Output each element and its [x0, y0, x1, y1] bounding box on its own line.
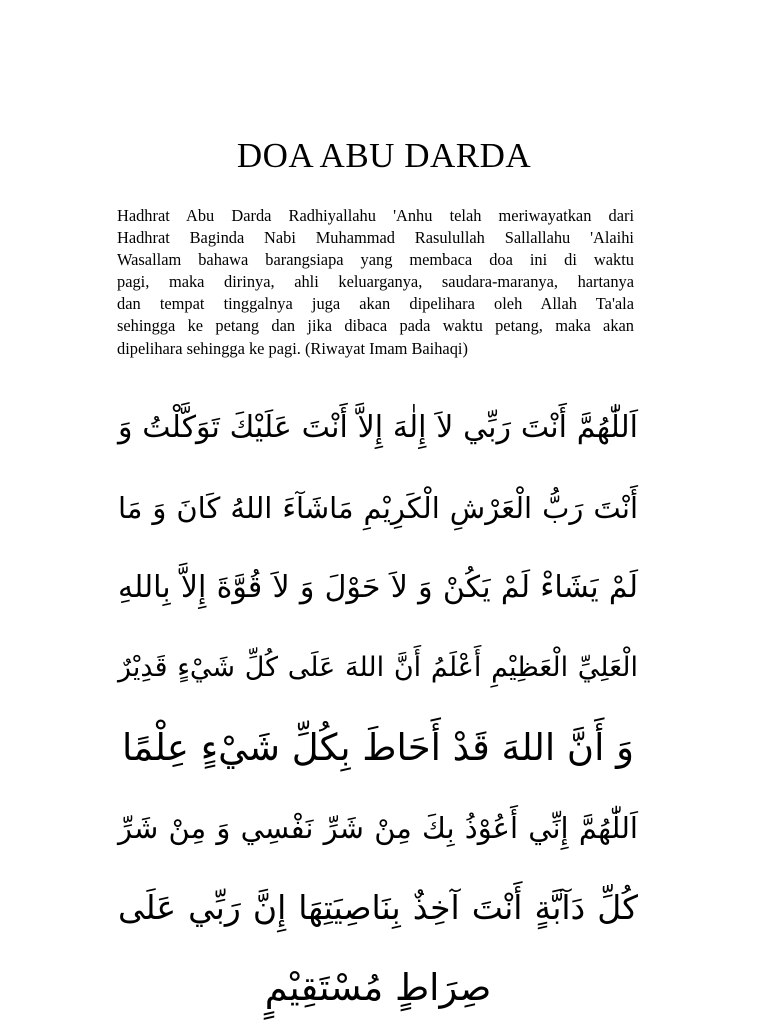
arabic-line: صِرَاطٍ مُسْتَقِيْمٍ [264, 966, 492, 1009]
intro-line: sehingga ke petang dan jika dibaca pada waktu petang, maka akan [117, 316, 634, 336]
intro-line: dipelihara sehingga ke pagi. (Riwayat Imam Baihaqi) [117, 338, 468, 358]
arabic-line: اَللّٰهُمَّ أَنْتَ رَبِّي لاَ إِلٰهَ إِلاَّ أَنْتَ عَلَيْكَ تَوَكَّلْتُ وَ [118, 410, 638, 445]
arabic-line: لَمْ يَشَاءْ لَمْ يَكُنْ وَ لاَ حَوْلَ وَ لاَ قُوَّةَ إِلاَّ بِاللهِ [118, 570, 638, 605]
document-title: DOA ABU DARDA [236, 136, 532, 175]
arabic-line: اَللّٰهُمَّ إِنِّي أَعُوْذُ بِكَ مِنْ شَرِّ نَفْسِي وَ مِنْ شَرِّ [118, 811, 638, 845]
intro-line: Hadhrat Baginda Nabi Muhammad Rasulullah Sallallahu 'Alaihi [117, 228, 634, 248]
intro-line: dan tempat tinggalnya juga akan dipelihara oleh Allah Ta'ala [117, 294, 634, 314]
arabic-line: كُلِّ دَآبَّةٍ أَنْتَ آخِذٌ بِنَاصِيَتِهَا إِنَّ رَبِّي عَلَى [118, 888, 638, 927]
intro-paragraph [117, 205, 634, 360]
intro-line: Hadhrat Abu Darda Radhiyallahu 'Anhu telah meriwayatkan dari [117, 206, 634, 225]
arabic-prayer-text [118, 388, 638, 1028]
arabic-line: الْعَلِيِّ الْعَظِيْمِ أَعْلَمُ أَنَّ اللهَ عَلَى كُلِّ شَيْءٍ قَدِيْرٌ [118, 652, 638, 683]
arabic-line: وَ أَنَّ اللهَ قَدْ أَحَاطَ بِكُلِّ شَيْءٍ عِلْمًا [121, 726, 635, 769]
intro-line: Wasallam bahawa barangsiapa yang membaca doa ini di waktu [117, 250, 634, 270]
arabic-line: أَنْتَ رَبُّ الْعَرْشِ الْكَرِيْمِ مَاشَآءَ اللهُ كَانَ وَ مَا [118, 491, 638, 525]
intro-line: pagi, maka dirinya, ahli keluarganya, saudara-maranya, hartanya [117, 272, 634, 292]
